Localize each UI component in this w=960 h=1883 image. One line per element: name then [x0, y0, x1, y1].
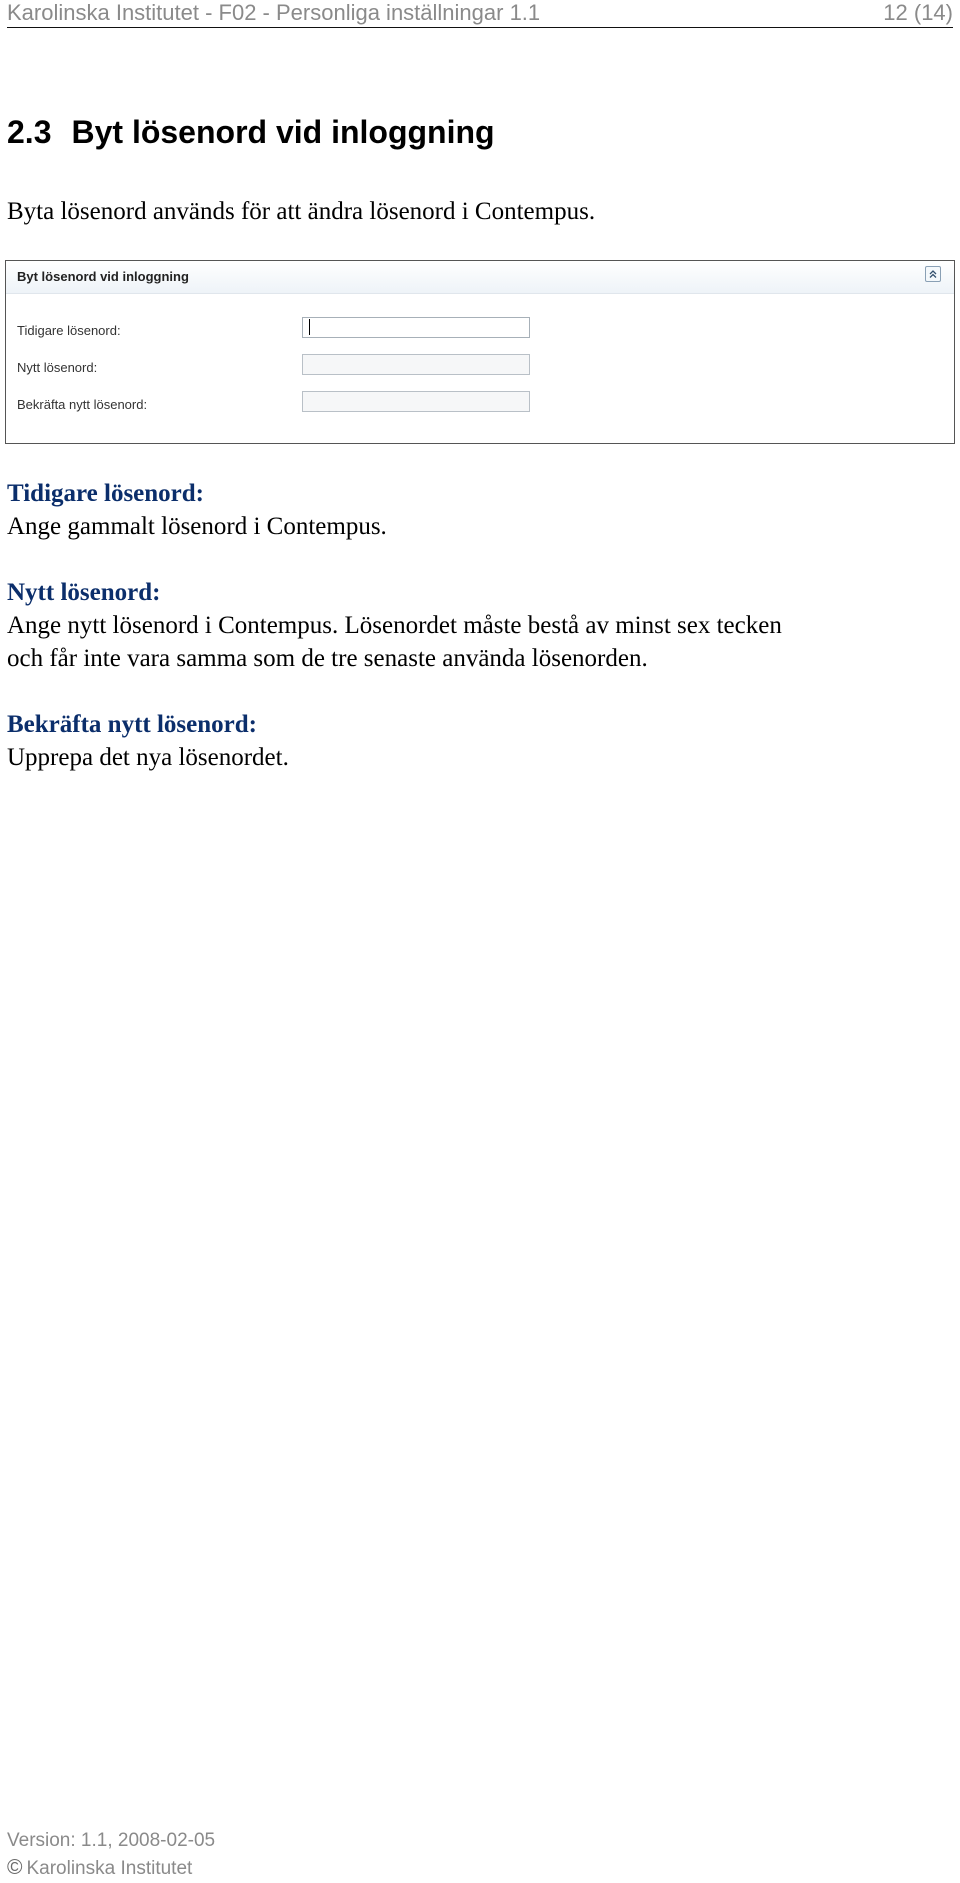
header-title: Karolinska Institutet - F02 - Personliga inställningar 1.1 [7, 0, 541, 25]
term-confirm-password: Bekräfta nytt lösenord: [7, 711, 257, 738]
term-previous-password: Tidigare lösenord: [7, 480, 205, 507]
panel-titlebar [6, 261, 954, 294]
change-password-panel-screenshot [5, 260, 955, 444]
footer-version: Version: 1.1, 2008-02-05 [7, 1830, 216, 1851]
field-label-confirm-password: Bekräfta nytt lösenord: [17, 397, 148, 412]
footer-organization: Karolinska Institutet [26, 1858, 193, 1879]
description-text: Upprepa det nya lösenordet. [7, 744, 289, 771]
confirm-password-input[interactable] [302, 391, 530, 412]
description-text-line-2: och får inte vara samma som de tre senaste använda lösenorden. [7, 645, 648, 672]
double-chevron-up-icon[interactable] [925, 266, 941, 282]
term-new-password: Nytt lösenord: [7, 579, 161, 606]
field-label-previous-password: Tidigare lösenord: [17, 323, 121, 338]
footer-copyright [7, 1856, 192, 1880]
page-header [7, 0, 953, 28]
description-new-password [7, 576, 782, 675]
new-password-input[interactable] [302, 354, 530, 375]
header-page-number: 12 (14) [883, 0, 953, 25]
section-heading [7, 112, 495, 152]
previous-password-input[interactable] [302, 317, 530, 338]
description-text-line-1: Ange nytt lösenord i Contempus. Lösenordet måste bestå av minst sex tecken [7, 612, 782, 639]
section-title: Byt lösenord vid inloggning [71, 114, 495, 150]
description-confirm-password [7, 708, 289, 774]
copyright-icon: © [7, 1856, 23, 1879]
intro-paragraph: Byta lösenord används för att ändra lösenord i Contempus. [7, 198, 596, 225]
panel-title: Byt lösenord vid inloggning [17, 269, 189, 284]
section-number: 2.3 [7, 114, 52, 150]
description-previous-password [7, 477, 387, 543]
field-label-new-password: Nytt lösenord: [17, 360, 98, 375]
description-text: Ange gammalt lösenord i Contempus. [7, 513, 387, 540]
text-caret [309, 319, 310, 335]
